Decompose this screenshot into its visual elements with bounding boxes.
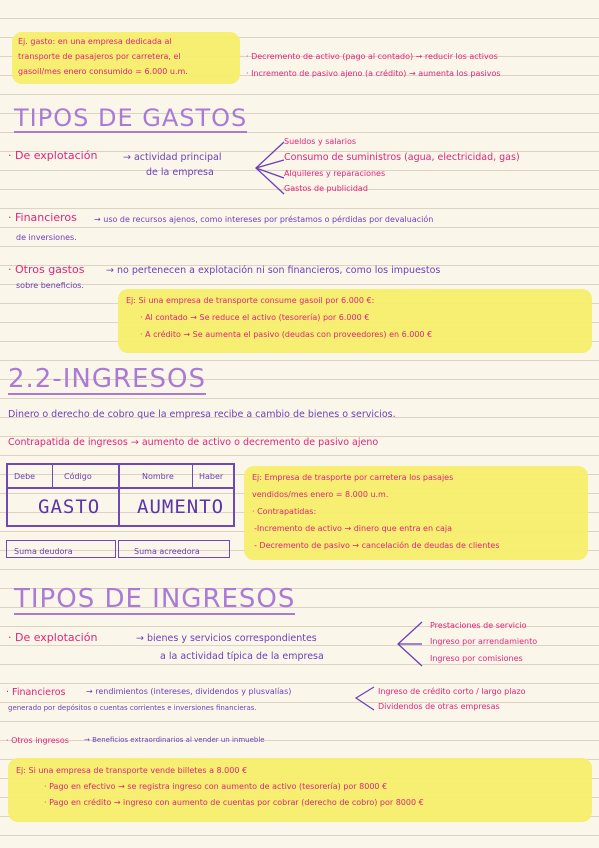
ingresos-explotacion-item-1: Prestaciones de servicio bbox=[430, 621, 527, 630]
ingresos-explotacion-item-2: Ingreso por arrendamiento bbox=[430, 637, 538, 646]
gastos-explotacion-desc-2: de la empresa bbox=[146, 167, 214, 178]
ingresos-example-line-4: -Incremento de activo → dinero que entra en caja bbox=[254, 524, 453, 533]
tipos-ingresos-title: TIPOS DE INGRESOS bbox=[14, 584, 296, 614]
gastos-otros-line-1: → no pertenecen a explotación ni son financieros, como los impuestos bbox=[106, 265, 441, 276]
ingresos-example-line-1: Ej: Empresa de trasporte por carretera los pasajes bbox=[252, 473, 454, 482]
ingresos-financieros-line-1: → rendimientos (intereses, dividendos y plusvalías) bbox=[86, 687, 292, 696]
table-col-divider-1 bbox=[52, 465, 53, 487]
ingresos-otros-line: → Beneficios extraordinarios al vender un inmueble bbox=[84, 736, 265, 744]
table-center-divider bbox=[118, 463, 120, 525]
gastos-explotacion-desc-1: → actividad principal bbox=[123, 152, 222, 163]
ingresos-title: 2.2-INGRESOS bbox=[8, 364, 206, 394]
ingresos-explotacion-desc-1: → bienes y servicios correspondientes bbox=[136, 633, 317, 644]
intro-example-line-1: Ej. gasto: en una empresa dedicada al bbox=[18, 37, 172, 46]
table-header-nombre: Nombre bbox=[142, 472, 174, 481]
intro-effect-1: · Decremento de activo (pago al contado) → reducir los activos bbox=[246, 52, 498, 61]
gastos-financieros-line-1: → uso de recursos ajenos, como intereses por préstamos o pérdidas por devaluación bbox=[94, 215, 434, 224]
table-header-codigo: Código bbox=[64, 472, 92, 481]
tipos-ingresos-example-line-2: · Pago en efectivo → se registra ingreso con aumento de activo (tesorería) por 8000 € bbox=[44, 782, 388, 791]
ingresos-financieros-label: · Financieros bbox=[6, 687, 66, 698]
ingresos-example-line-5: - Decremento de pasivo → cancelación de deudas de clientes bbox=[254, 541, 500, 550]
table-header-divider bbox=[6, 487, 235, 489]
table-left-value: GASTO bbox=[38, 496, 101, 518]
ingresos-example-line-3: · Contrapatidas: bbox=[252, 507, 317, 516]
intro-effect-2: · Incremento de pasivo ajeno (a crédito) → aumenta los pasivos bbox=[246, 69, 501, 78]
table-footer-left-label: Suma deudora bbox=[14, 547, 73, 556]
table-right-value: AUMENTO bbox=[137, 496, 225, 518]
gastos-otros-label: · Otros gastos bbox=[8, 263, 85, 276]
gastos-financieros-label: · Financieros bbox=[8, 211, 77, 224]
ingresos-explotacion-desc-2: a la actividad típica de la empresa bbox=[160, 651, 324, 662]
table-footer-right-label: Suma acreedora bbox=[134, 547, 200, 556]
table-header-debe: Debe bbox=[14, 472, 36, 481]
tipos-ingresos-example-line-1: Ej: Si una empresa de transporte vende billetes a 8.000 € bbox=[16, 766, 248, 775]
gastos-title: TIPOS DE GASTOS bbox=[14, 104, 248, 132]
gastos-explotacion-item-3: Alquileres y reparaciones bbox=[284, 169, 386, 178]
gastos-explotacion-item-2: Consumo de suministros (agua, electricidad, gas) bbox=[284, 152, 520, 163]
ingresos-definition: Dinero o derecho de cobro que la empresa recibe a cambio de bienes o servicios. bbox=[8, 409, 396, 420]
tipos-ingresos-example-line-3: · Pago en crédito → ingreso con aumento de cuentas por cobrar (derecho de cobro) por 8000 € bbox=[44, 798, 424, 807]
ingresos-contrapartida: Contrapatida de ingresos → aumento de activo o decremento de pasivo ajeno bbox=[8, 437, 379, 448]
ingresos-example-line-2: vendidos/mes enero = 8.000 u.m. bbox=[252, 490, 389, 499]
gastos-explotacion-item-1: Sueldos y salarios bbox=[284, 137, 357, 146]
gastos-example-line-2: · Al contado → Se reduce el activo (tesorería) por 6.000 € bbox=[140, 313, 370, 322]
ingresos-financieros-line-2: generado por depósitos o cuentas corrientes e inversiones financieras. bbox=[8, 704, 257, 712]
ingresos-financieros-item-2: Dividendos de otras empresas bbox=[378, 702, 500, 711]
intro-example-line-2: transporte de pasajeros por carretera, el bbox=[18, 52, 181, 61]
gastos-explotacion-label: · De explotación bbox=[8, 149, 98, 162]
ingresos-financieros-brace bbox=[352, 684, 378, 714]
gastos-explotacion-item-4: Gastos de publicidad bbox=[284, 184, 368, 193]
ingresos-explotacion-label: · De explotación bbox=[8, 631, 98, 644]
ingresos-otros-label: · Otros ingresos bbox=[6, 736, 69, 745]
intro-example-line-3: gasoil/mes enero consumido = 6.000 u.m. bbox=[18, 67, 188, 76]
table-header-haber: Haber bbox=[199, 472, 224, 481]
table-col-divider-2 bbox=[192, 465, 193, 487]
gastos-example-line-1: Ej: Si una empresa de transporte consume gasoil por 6.000 €: bbox=[126, 296, 375, 305]
gastos-financieros-line-2: de inversiones. bbox=[16, 233, 77, 242]
gastos-example-line-3: · A crédito → Se aumenta el pasivo (deudas con proveedores) en 6.000 € bbox=[140, 330, 433, 339]
ingresos-explotacion-item-3: Ingreso por comisiones bbox=[430, 654, 523, 663]
gastos-otros-line-2: sobre beneficios. bbox=[16, 281, 84, 290]
ingresos-financieros-item-1: Ingreso de crédito corto / largo plazo bbox=[378, 687, 526, 696]
ingresos-brace bbox=[392, 618, 428, 670]
